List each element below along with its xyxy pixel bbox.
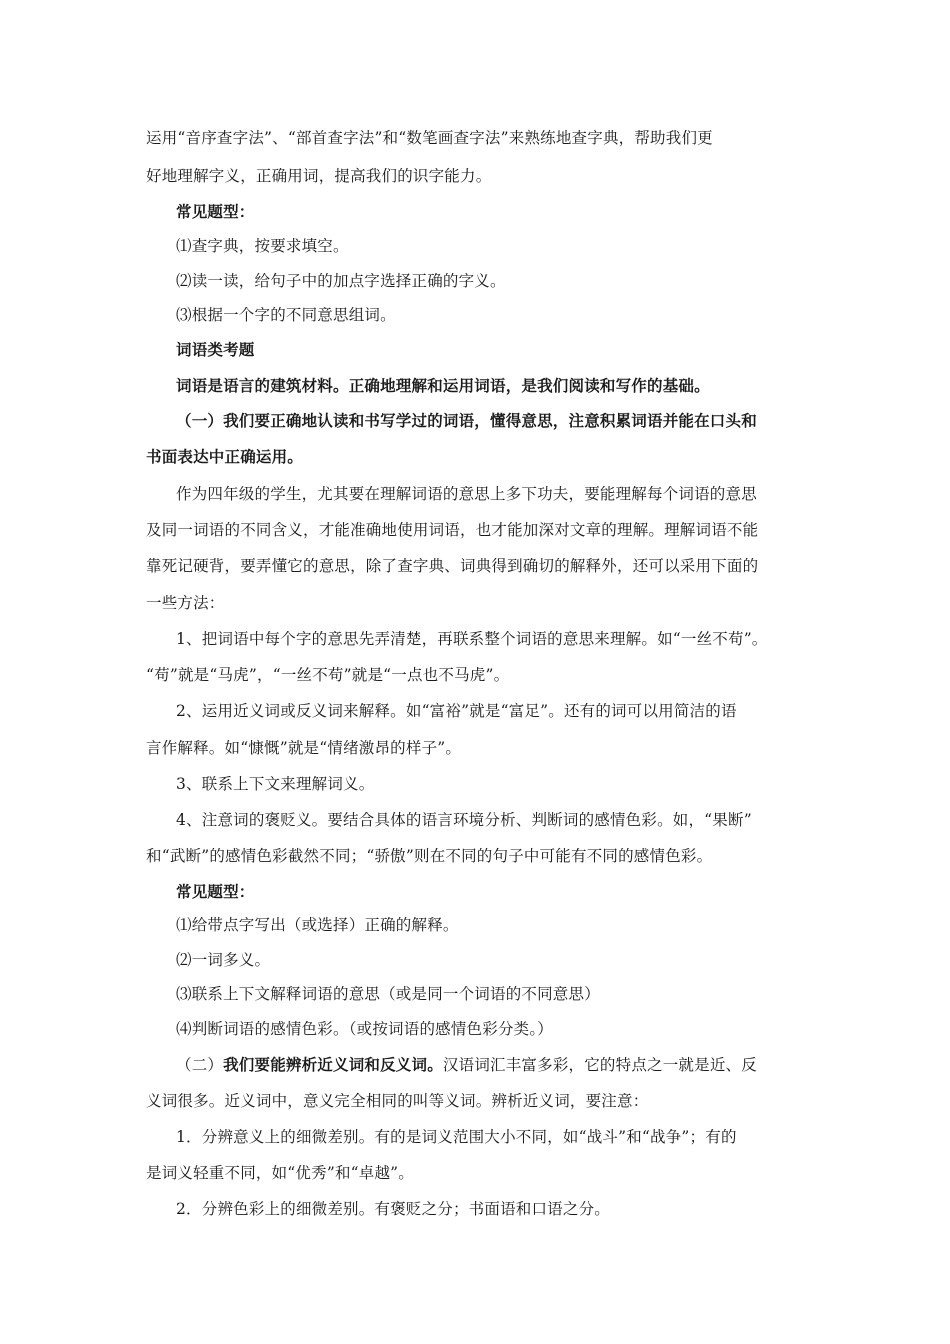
list-item: ⑶根据一个字的不同意思组词。 (176, 306, 396, 324)
bold-paragraph: 书面表达中正确运用。 (146, 447, 304, 466)
paragraph-line: 运用“音序查字法”、“部首查字法”和“数笔画查字法”来熟练地查字典，帮助我们更 (146, 129, 713, 147)
paragraph-line: 3、联系上下文来理解词义。 (176, 775, 375, 793)
bold-paragraph: （一）我们要正确地认读和书写学过的词语，懂得意思，注意积累词语并能在口头和 (176, 411, 757, 430)
list-item: ⑴给带点字写出（或选择）正确的解释。 (176, 916, 459, 934)
section-heading: 词语类考题 (176, 340, 255, 359)
paragraph-text: 汉语词汇丰富多彩，它的特点之一就是近、反 (442, 1056, 757, 1074)
section-number: （二） (176, 1056, 224, 1074)
paragraph-line: 2．分辨色彩上的细微差别。有褒贬之分；书面语和口语之分。 (176, 1200, 610, 1218)
paragraph-line: 靠死记硬背，要弄懂它的意思，除了查字典、词典得到确切的解释外，还可以采用下面的 (146, 557, 759, 575)
bold-lead-text: 我们要能辨析近义词和反义词。 (223, 1055, 443, 1074)
paragraph-line: 及同一词语的不同含义，才能准确地使用词语，也才能加深对文章的理解。理解词语不能 (146, 521, 759, 539)
paragraph-line: 言作解释。如“慷慨”就是“情绪激昂的样子”。 (146, 739, 462, 757)
paragraph-line: 4、注意词的褒贬义。要结合具体的语言环境分析、判断词的感情色彩。如，“果断” (176, 811, 752, 829)
paragraph-line: 好地理解字义，正确用词，提高我们的识字能力。 (146, 167, 492, 185)
paragraph-line: “苟”就是“马虎”，“一丝不苟”就是“一点也不马虎”。 (146, 666, 510, 684)
paragraph-line: 1．分辨意义上的细微差别。有的是词义范围大小不同，如“战斗”和“战争”；有的 (176, 1128, 737, 1146)
paragraph-line: 作为四年级的学生，尤其要在理解词语的意思上多下功夫，要能理解每个词语的意思 (176, 485, 757, 503)
paragraph-line: 是词义轻重不同，如“优秀”和“卓越”。 (146, 1164, 414, 1182)
bold-paragraph: 词语是语言的建筑材料。正确地理解和运用词语，是我们阅读和写作的基础。 (176, 376, 710, 395)
paragraph-line: 和“武断”的感情色彩截然不同；“骄傲”则在不同的句子中可能有不同的感情色彩。 (146, 847, 713, 865)
paragraph-line: 一些方法： (146, 594, 225, 612)
list-item: ⑵一词多义。 (176, 951, 271, 969)
paragraph-line: 1、把词语中每个字的意思先弄清楚，再联系整个词语的意思来理解。如“一丝不苟”。 (176, 630, 768, 648)
list-item: ⑷判断词语的感情色彩。（或按词语的感情色彩分类。） (176, 1020, 554, 1038)
list-item: ⑶联系上下文解释词语的意思（或是同一个词语的不同意思） (176, 985, 600, 1003)
paragraph-line: 2、运用近义词或反义词来解释。如“富裕”就是“富足”。还有的词可以用简洁的语 (176, 702, 737, 720)
paragraph-line (176, 1055, 757, 1075)
section-heading: 常见题型： (176, 882, 255, 901)
section-heading: 常见题型： (176, 202, 255, 221)
paragraph-line: 义词很多。近义词中，意义完全相同的叫等义词。辨析近义词，要注意： (146, 1092, 649, 1110)
list-item: ⑵读一读，给句子中的加点字选择正确的字义。 (176, 272, 506, 290)
list-item: ⑴查字典，按要求填空。 (176, 237, 349, 255)
